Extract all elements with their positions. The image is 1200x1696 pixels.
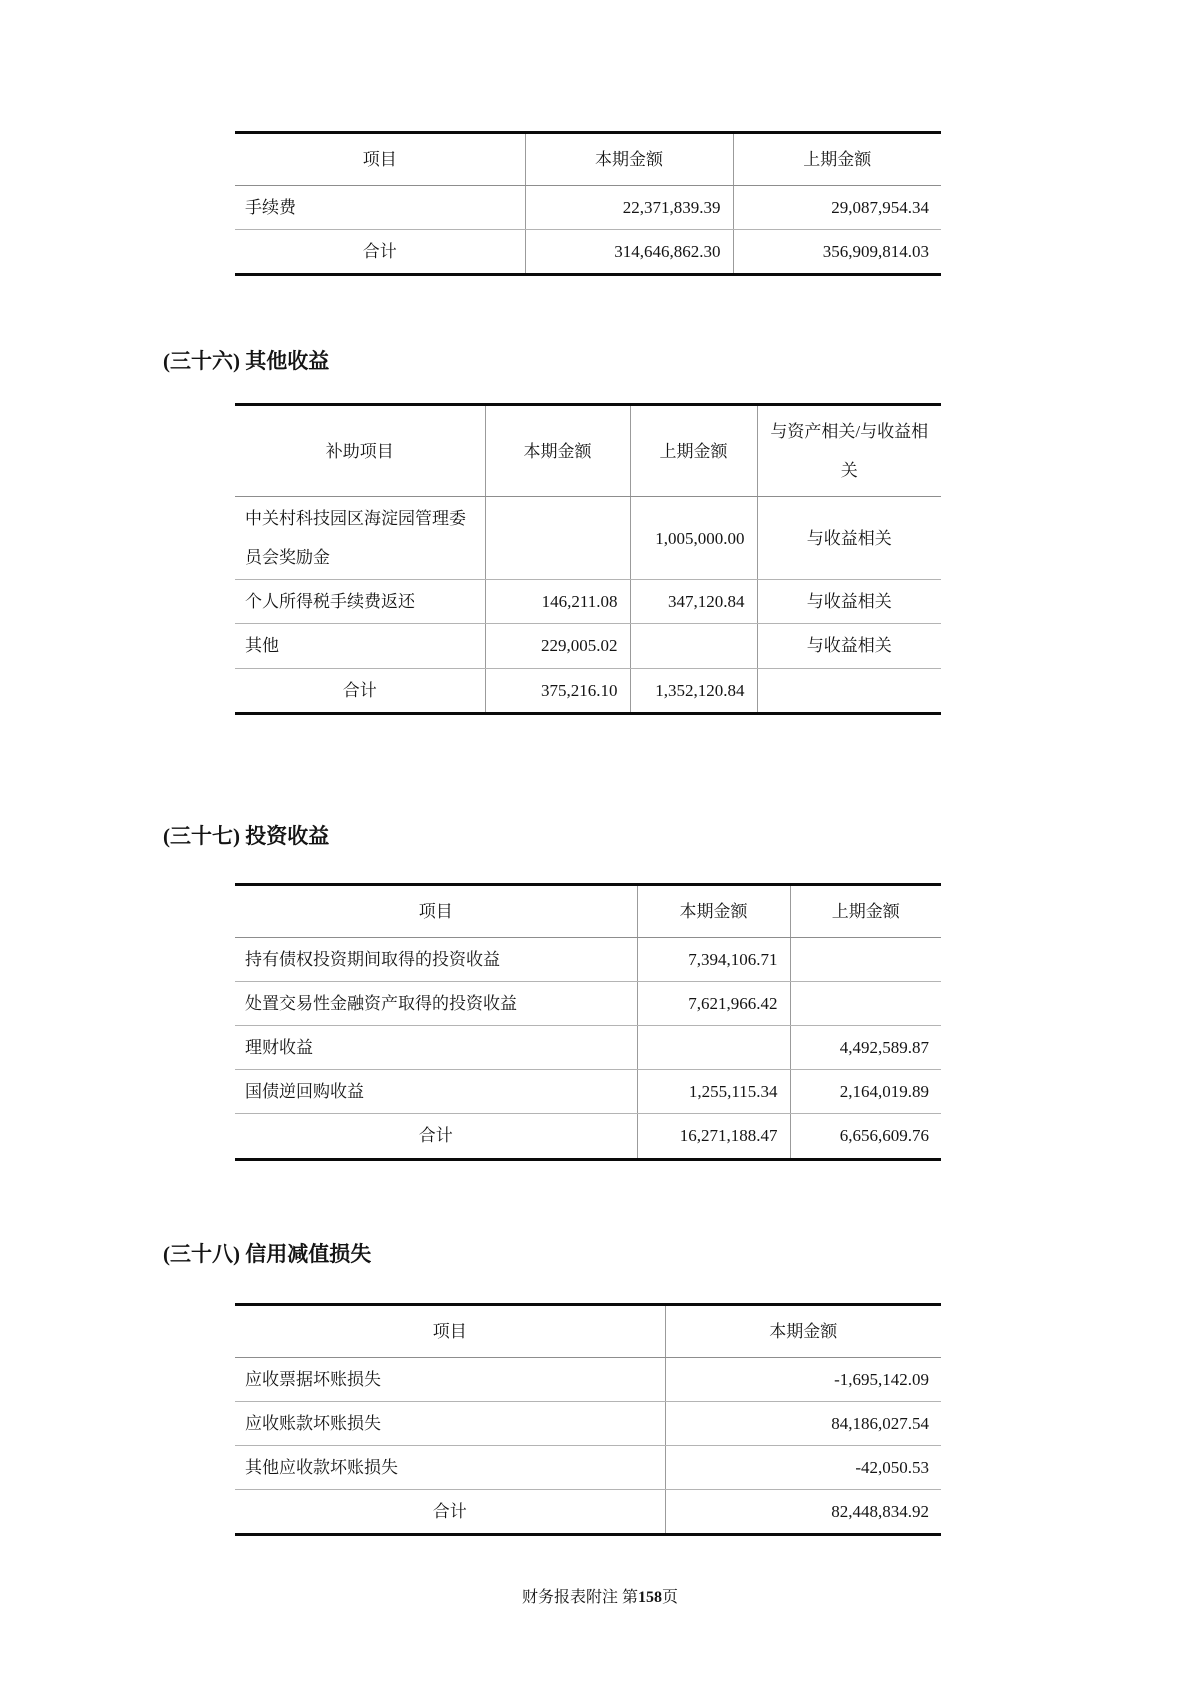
prior-period-header: 上期金额 [733, 133, 941, 186]
table-header-row [235, 405, 941, 497]
table-header-row [235, 133, 941, 186]
item-cell: 手续费 [235, 186, 525, 230]
item-header: 项目 [235, 1305, 665, 1358]
current-amount-cell: 1,255,115.34 [637, 1070, 790, 1114]
current-period-header: 本期金额 [485, 405, 630, 497]
item-cell: 其他 [235, 624, 485, 668]
investment-income-table [235, 883, 941, 1161]
current-amount-cell: 146,211.08 [485, 580, 630, 624]
relation-header [757, 405, 941, 497]
prior-amount-cell: 347,120.84 [630, 580, 757, 624]
total-row [235, 668, 941, 713]
prior-amount-cell: 29,087,954.34 [733, 186, 941, 230]
prior-amount-cell: 1,005,000.00 [630, 497, 757, 580]
table-row [235, 624, 941, 668]
total-prior-cell: 356,909,814.03 [733, 230, 941, 275]
item-cell: 个人所得税手续费返还 [235, 580, 485, 624]
total-label-cell: 合计 [418, 1126, 453, 1146]
table-row [235, 1446, 941, 1490]
total-label-cell: 合计 [362, 242, 397, 262]
relation-cell: 与收益相关 [757, 624, 941, 668]
table-row [235, 1026, 941, 1070]
item-header: 项目 [235, 133, 525, 186]
subsidy-item-header: 补助项目 [235, 405, 485, 497]
total-prior-cell: 1,352,120.84 [630, 668, 757, 713]
total-current-cell: 314,646,862.30 [525, 230, 733, 275]
table-header-row [235, 1305, 941, 1358]
current-amount-cell [485, 497, 630, 580]
relation-header-text: 与资产相关/与收益相关 [770, 422, 929, 481]
current-period-header: 本期金额 [525, 133, 733, 186]
total-row [235, 1490, 941, 1535]
current-amount-cell: 229,005.02 [485, 624, 630, 668]
item-cell: 国债逆回购收益 [235, 1070, 637, 1114]
footer-page-suffix: 页 [662, 1589, 679, 1606]
table-row [235, 938, 941, 982]
total-prior-cell: 6,656,609.76 [790, 1114, 941, 1159]
footer-doc-label: 财务报表附注 [521, 1589, 618, 1606]
table-row [235, 1402, 941, 1446]
total-row [235, 230, 941, 275]
footer-page-prefix: 第 [621, 1589, 638, 1606]
page-number: 158 [638, 1589, 662, 1606]
table-row [235, 1358, 941, 1402]
total-current-cell: 375,216.10 [485, 668, 630, 713]
prior-period-header: 上期金额 [630, 405, 757, 497]
prior-period-header: 上期金额 [790, 885, 941, 938]
fee-summary-table [235, 131, 941, 276]
relation-cell: 与收益相关 [757, 580, 941, 624]
other-income-table [235, 403, 941, 715]
prior-amount-cell [790, 938, 941, 982]
prior-amount-cell: 2,164,019.89 [790, 1070, 941, 1114]
current-amount-cell: 7,394,106.71 [637, 938, 790, 982]
total-current-cell: 82,448,834.92 [665, 1490, 941, 1535]
section-38-title: (三十八) 信用减值损失 [163, 1242, 372, 1266]
current-amount-cell: -1,695,142.09 [665, 1358, 941, 1402]
table-row [235, 580, 941, 624]
table-row [235, 497, 941, 580]
current-period-header: 本期金额 [637, 885, 790, 938]
current-amount-cell: 7,621,966.42 [637, 982, 790, 1026]
table-row [235, 186, 941, 230]
total-label-cell: 合计 [342, 680, 377, 700]
page-footer [0, 1584, 1200, 1607]
item-cell: 应收票据坏账损失 [235, 1358, 665, 1402]
current-amount-cell: 22,371,839.39 [525, 186, 733, 230]
current-amount-cell: 84,186,027.54 [665, 1402, 941, 1446]
table-header-row [235, 885, 941, 938]
total-current-cell: 16,271,188.47 [637, 1114, 790, 1159]
total-relation-cell [757, 668, 941, 713]
prior-amount-cell [630, 624, 757, 668]
current-amount-cell: -42,050.53 [665, 1446, 941, 1490]
credit-impairment-table [235, 1303, 941, 1536]
item-header: 项目 [235, 885, 637, 938]
prior-amount-cell [790, 982, 941, 1026]
section-36-title: (三十六) 其他收益 [163, 349, 330, 373]
table-row [235, 1070, 941, 1114]
prior-amount-cell: 4,492,589.87 [790, 1026, 941, 1070]
table-row [235, 982, 941, 1026]
item-cell: 中关村科技园区海淀园管理委员会奖励金 [235, 497, 485, 580]
section-37-title: (三十七) 投资收益 [163, 824, 330, 848]
item-cell: 其他应收款坏账损失 [235, 1446, 665, 1490]
current-period-header: 本期金额 [665, 1305, 941, 1358]
total-label-cell: 合计 [432, 1502, 467, 1522]
item-cell: 处置交易性金融资产取得的投资收益 [235, 982, 637, 1026]
relation-cell: 与收益相关 [757, 497, 941, 580]
current-amount-cell [637, 1026, 790, 1070]
item-cell: 应收账款坏账损失 [235, 1402, 665, 1446]
total-row [235, 1114, 941, 1159]
item-cell: 持有债权投资期间取得的投资收益 [235, 938, 637, 982]
item-cell: 理财收益 [235, 1026, 637, 1070]
